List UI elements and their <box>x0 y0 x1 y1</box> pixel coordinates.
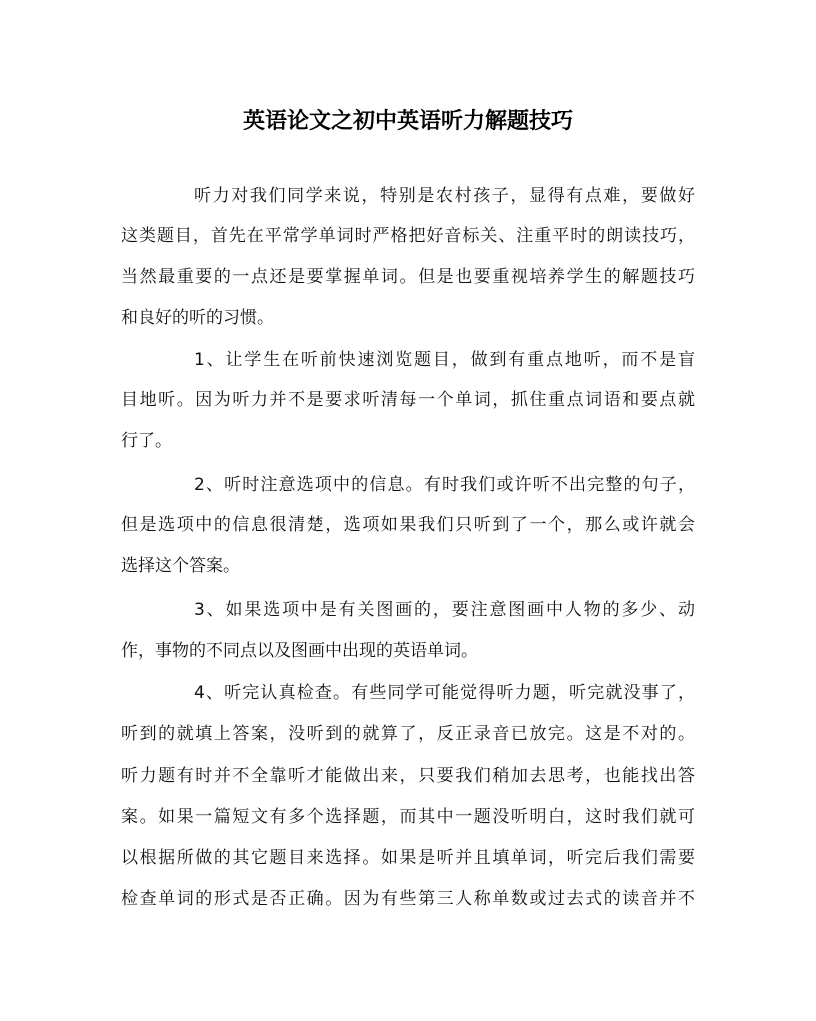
paragraph-line: 案。如果一篇短文有多个选择题，而其中一题没听明白，这时我们就可 <box>121 807 695 827</box>
paragraph-line: 4、听完认真检查。有些同学可能觉得听力题，听完就没事了， <box>194 683 695 703</box>
paragraph-line: 听力对我们同学来说，特别是农村孩子，显得有点难，要做好 <box>194 186 695 206</box>
paragraph-line: 听力题有时并不全靠听才能做出来，只要我们稍加去思考，也能找出答 <box>121 766 695 786</box>
paragraph-line: 目地听。因为听力并不是要求听清每一个单词，抓住重点词语和要点就 <box>121 390 695 410</box>
paragraph-line: 检查单词的形式是否正确。因为有些第三人称单数或过去式的读音并不 <box>121 889 695 909</box>
paragraph-line: 行了。 <box>121 431 172 451</box>
paragraph-line: 这类题目，首先在平常学单词时严格把好音标关、注重平时的朗读技巧， <box>121 226 695 246</box>
document-title: 英语论文之初中英语听力解题技巧 <box>242 108 573 134</box>
paragraph-line: 听到的就填上答案，没听到的就算了，反正录音已放完。这是不对的。 <box>121 724 695 744</box>
paragraph-line: 选择这个答案。 <box>121 556 240 576</box>
paragraph-line: 作，事物的不同点以及图画中出现的英语单词。 <box>121 641 478 661</box>
paragraph-line: 但是选项中的信息很清楚，选项如果我们只听到了一个，那么或许就会 <box>121 515 695 535</box>
paragraph-line: 和良好的听的习惯。 <box>121 308 274 328</box>
paragraph-line: 3、如果选项中是有关图画的，要注意图画中人物的多少、动 <box>194 600 695 620</box>
paragraph-line: 1、让学生在听前快速浏览题目，做到有重点地听，而不是盲 <box>194 350 695 370</box>
paragraph-line: 2、听时注意选项中的信息。有时我们或许听不出完整的句子， <box>194 475 695 495</box>
paragraph-line: 当然最重要的一点还是要掌握单词。但是也要重视培养学生的解题技巧 <box>121 267 695 287</box>
paragraph-line: 以根据所做的其它题目来选择。如果是听并且填单词，听完后我们需要 <box>121 848 695 868</box>
